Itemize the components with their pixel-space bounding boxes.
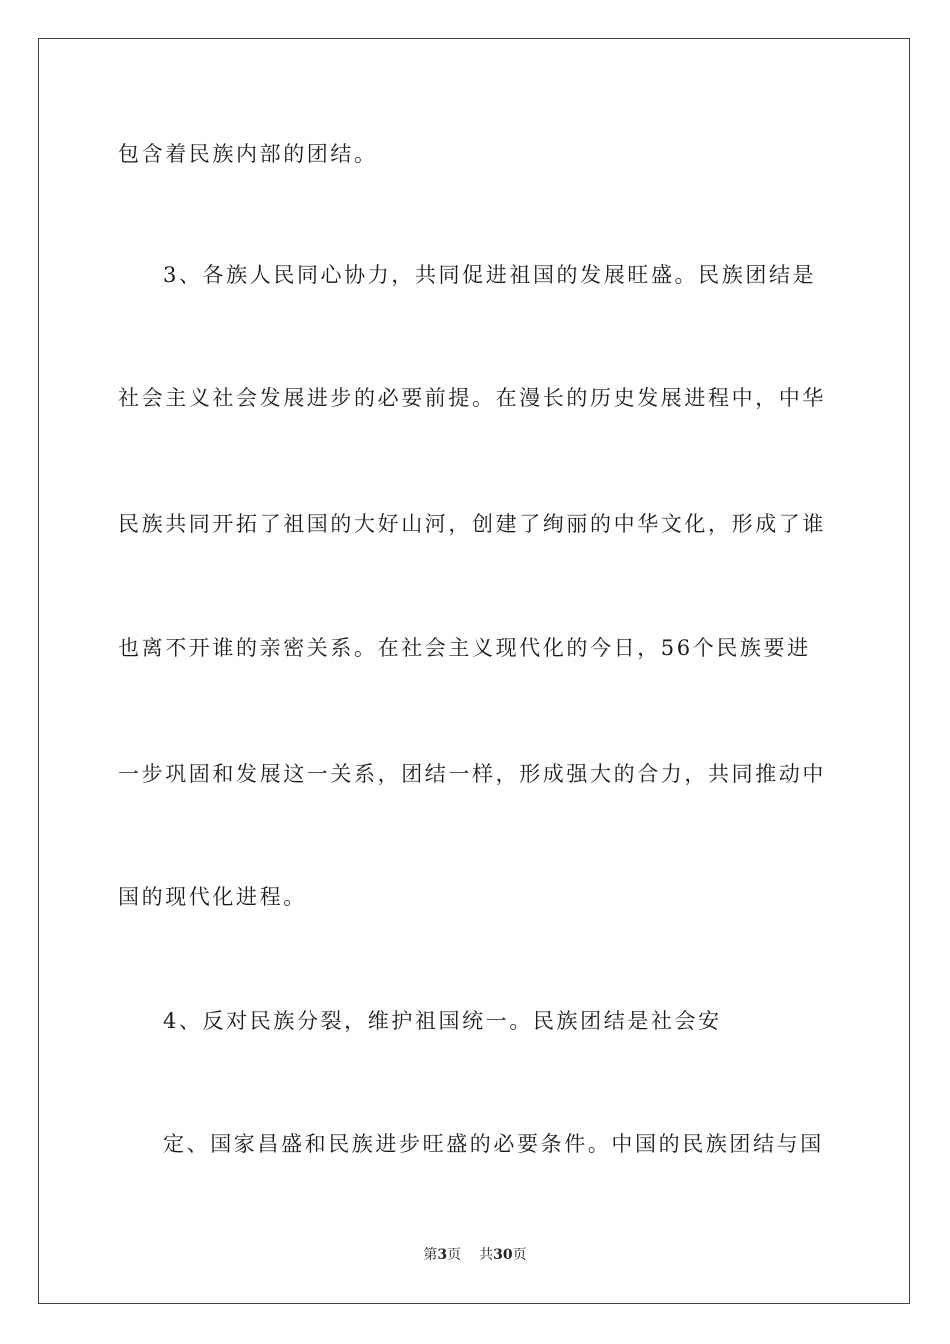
text-line-8: 4、反对民族分裂，维护祖国统一。民族团结是社会安 (163, 1009, 722, 1033)
footer-page-prefix: 第 (423, 1247, 438, 1263)
text-line-1: 包含着民族内部的团结。 (118, 142, 378, 166)
page-footer (0, 1246, 950, 1264)
text-line-4: 民族共同开拓了祖国的大好山河，创建了绚丽的中华文化，形成了谁 (118, 512, 826, 536)
text-line-9: 定、国家昌盛和民族进步旺盛的必要条件。中国的民族团结与国 (163, 1132, 824, 1156)
text-line-3: 社会主义社会发展进步的必要前提。在漫长的历史发展进程中，中华 (118, 386, 826, 410)
footer-total-suffix: 页 (512, 1247, 527, 1263)
footer-page-suffix: 页 (447, 1247, 462, 1263)
page-border (38, 38, 910, 1304)
footer-page-number: 3 (437, 1247, 448, 1263)
text-line-7: 国的现代化进程。 (118, 885, 307, 909)
text-line-6: 一步巩固和发展这一关系，团结一样，形成强大的合力，共同推动中 (118, 762, 826, 786)
footer-total-prefix: 共 (479, 1247, 494, 1263)
text-line-2: 3、各族人民同心协力，共同促进祖国的发展旺盛。民族团结是 (163, 263, 817, 287)
text-line-5: 也离不开谁的亲密关系。在社会主义现代化的今日，56个民族要进 (118, 636, 811, 660)
footer-total-pages: 30 (493, 1247, 513, 1263)
